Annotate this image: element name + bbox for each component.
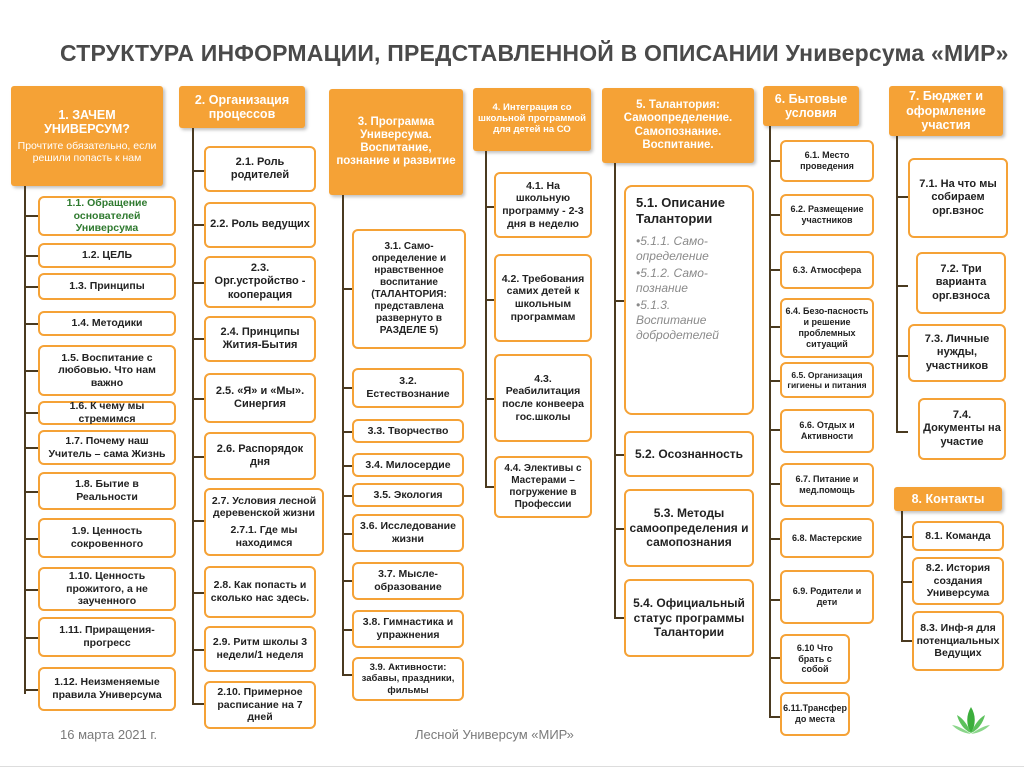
item-1-5[interactable]: 1.5. Воспитание с любовью. Что нам важно xyxy=(38,345,176,396)
section-1-title: 1. ЗАЧЕМ УНИВЕРСУМ? xyxy=(44,108,130,137)
item-3-1[interactable]: 3.1. Само-определение и нравственное воспитание (ТАЛАНТОРИЯ: представлена развернуто в РАЗДЕЛЕ 5) xyxy=(352,229,466,349)
item-4-1[interactable]: 4.1. На школьную программу - 2-3 дня в неделю xyxy=(494,172,592,238)
item-3-9[interactable]: 3.9. Активности: забавы, праздники, фильмы xyxy=(352,657,464,701)
item-2-6[interactable]: 2.6. Распорядок дня xyxy=(204,432,316,480)
item-2-1[interactable]: 2.1. Роль родителей xyxy=(204,146,316,192)
item-5-4[interactable]: 5.4. Официальный статус программы Талантории xyxy=(624,579,754,657)
item-2-7-label: 2.7. Условия лесной деревенской жизни xyxy=(211,494,317,520)
section-4-header[interactable]: 4. Интеграция со школьной программой для детей на СО xyxy=(473,88,591,151)
item-6-4[interactable]: 6.4. Безо-пасность и решение проблемных ситуаций xyxy=(780,298,874,358)
item-1-11[interactable]: 1.11. Приращения-прогресс xyxy=(38,617,176,657)
section-1-subtitle: Прочтите обязательно, если решили попасть к нам xyxy=(17,139,157,164)
item-6-3[interactable]: 6.3. Атмосфера xyxy=(780,251,874,289)
item-5-2[interactable]: 5.2. Осознанность xyxy=(624,431,754,477)
item-3-4[interactable]: 3.4. Милосердие xyxy=(352,453,464,477)
section-6-header[interactable]: 6. Бытовые условия xyxy=(763,86,859,126)
item-1-3[interactable]: 1.3. Принципы xyxy=(38,273,176,300)
slide-title: СТРУКТУРА ИНФОРМАЦИИ, ПРЕДСТАВЛЕННОЙ В ОПИСАНИИ Универсума «МИР» xyxy=(60,40,1009,66)
item-1-2[interactable]: 1.2. ЦЕЛЬ xyxy=(38,243,176,268)
item-5-1-1[interactable]: •5.1.1. Само-определение xyxy=(636,233,709,263)
section-3-header[interactable]: 3. Программа Универсума. Воспитание, познание и развитие xyxy=(329,89,463,195)
item-3-5[interactable]: 3.5. Экология xyxy=(352,483,464,507)
item-2-7[interactable] xyxy=(204,488,324,556)
item-1-6[interactable]: 1.6. К чему мы стремимся xyxy=(38,401,176,425)
item-4-2[interactable]: 4.2. Требования самих детей к школьным программам xyxy=(494,254,592,342)
item-6-9[interactable]: 6.9. Родители и дети xyxy=(780,570,874,624)
section-1-header[interactable] xyxy=(11,86,163,186)
item-2-4[interactable]: 2.4. Принципы Жития-Бытия xyxy=(204,316,316,362)
item-6-8[interactable]: 6.8. Мастерские xyxy=(780,518,874,558)
item-8-1[interactable]: 8.1. Команда xyxy=(912,521,1004,551)
item-6-6[interactable]: 6.6. Отдых и Активности xyxy=(780,409,874,453)
item-2-3[interactable]: 2.3. Орг.устройство - кооперация xyxy=(204,256,316,308)
item-5-1-2[interactable]: •5.1.2. Само-познание xyxy=(636,265,708,295)
item-5-1-3[interactable]: •5.1.3. Воспитание добродетелей xyxy=(636,297,719,342)
item-2-9[interactable]: 2.9. Ритм школы 3 недели/1 неделя xyxy=(204,626,316,672)
item-3-7[interactable]: 3.7. Мысле-образование xyxy=(352,562,464,600)
item-6-5[interactable]: 6.5. Организация гигиены и питания xyxy=(780,362,874,398)
item-3-2[interactable]: 3.2. Естествознание xyxy=(352,368,464,408)
item-5-1[interactable] xyxy=(624,185,754,415)
item-6-2[interactable]: 6.2. Размещение участников xyxy=(780,194,874,236)
item-1-8[interactable]: 1.8. Бытие в Реальности xyxy=(38,472,176,510)
item-8-3[interactable]: 8.3. Инф-я для потенциальных Ведущих xyxy=(912,611,1004,671)
item-2-2[interactable]: 2.2. Роль ведущих xyxy=(204,202,316,248)
item-5-1-sublist xyxy=(636,234,742,343)
item-3-6[interactable]: 3.6. Исследование жизни xyxy=(352,514,464,552)
connector xyxy=(24,186,26,694)
item-3-8[interactable]: 3.8. Гимнастика и упражнения xyxy=(352,610,464,648)
section-7-header[interactable]: 7. Бюджет и оформление участия xyxy=(889,86,1003,136)
item-2-7-1-label: 2.7.1. Где мы находимся xyxy=(230,524,298,549)
section-5-header[interactable]: 5. Талантория: Самоопределение. Самопознание. Воспитание. xyxy=(602,88,754,163)
item-5-1-title: 5.1. Описание Талантории xyxy=(636,195,725,227)
section-2-header[interactable]: 2. Организация процессов xyxy=(179,86,305,128)
item-6-1[interactable]: 6.1. Место проведения xyxy=(780,140,874,182)
item-7-1[interactable]: 7.1. На что мы собираем орг.взнос xyxy=(908,158,1008,238)
item-6-11[interactable]: 6.11.Трансфер до места xyxy=(780,692,850,736)
item-1-12[interactable]: 1.12. Неизменяемые правила Универсума xyxy=(38,667,176,711)
item-1-7[interactable]: 1.7. Почему наш Учитель – сама Жизнь xyxy=(38,430,176,465)
item-7-3[interactable]: 7.3. Личные нужды, участников xyxy=(908,324,1006,382)
item-7-2[interactable]: 7.2. Три варианта орг.взноса xyxy=(916,252,1006,314)
item-7-4[interactable]: 7.4. Документы на участие xyxy=(918,398,1006,460)
item-2-5[interactable]: 2.5. «Я» и «Мы». Синергия xyxy=(204,373,316,423)
item-2-10[interactable]: 2.10. Примерное расписание на 7 дней xyxy=(204,681,316,729)
item-1-4[interactable]: 1.4. Методики xyxy=(38,311,176,336)
lotus-icon xyxy=(951,703,991,739)
item-1-1[interactable]: 1.1. Обращение основателей Универсума xyxy=(38,196,176,236)
item-1-10[interactable]: 1.10. Ценность прожитого, а не заученного xyxy=(38,567,176,611)
footer-date: 16 марта 2021 г. xyxy=(60,727,158,742)
item-3-3[interactable]: 3.3. Творчество xyxy=(352,419,464,443)
item-4-3[interactable]: 4.3. Реабилитация после конвеера гос.школы xyxy=(494,354,592,442)
item-2-8[interactable]: 2.8. Как попасть и сколько нас здесь. xyxy=(204,566,316,618)
item-8-2[interactable]: 8.2. История создания Универсума xyxy=(912,557,1004,605)
footer-title: Лесной Универсум «МИР» xyxy=(415,727,574,742)
item-1-9[interactable]: 1.9. Ценность сокровенного xyxy=(38,518,176,558)
section-8-header[interactable]: 8. Контакты xyxy=(894,487,1002,511)
item-6-7[interactable]: 6.7. Питание и мед.помощь xyxy=(780,463,874,507)
item-6-10[interactable]: 6.10 Что брать с собой xyxy=(780,634,850,684)
item-5-3[interactable]: 5.3. Методы самоопределения и самопознания xyxy=(624,489,754,567)
item-4-4[interactable]: 4.4. Элективы с Мастерами – погружение в Профессии xyxy=(494,456,592,518)
